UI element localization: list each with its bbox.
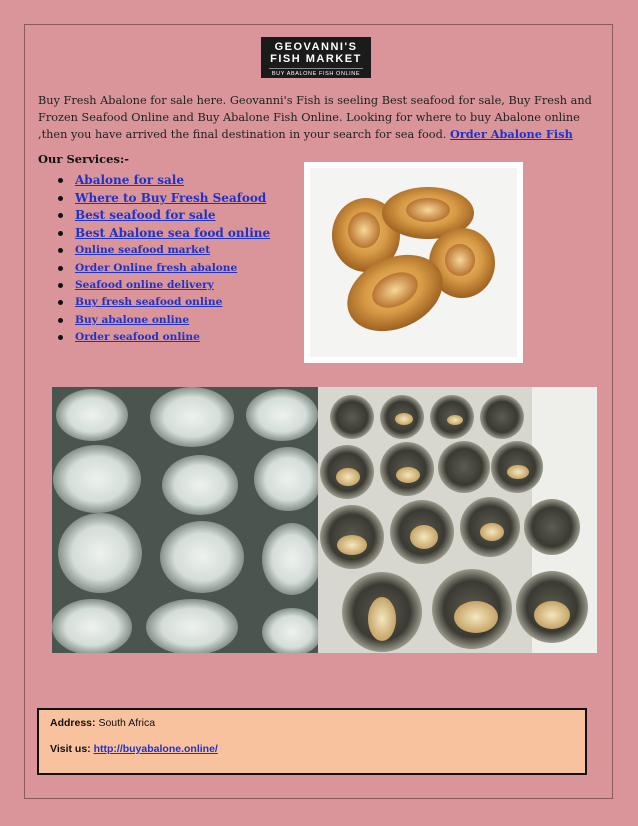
visit-label: Visit us: xyxy=(50,743,91,755)
service-link[interactable]: Order seafood online xyxy=(58,329,270,346)
logo-line-2: FISH MARKET xyxy=(270,53,362,65)
address-value: South Africa xyxy=(98,717,156,729)
intro-paragraph xyxy=(38,92,598,143)
service-link[interactable]: Best seafood for sale xyxy=(58,207,270,225)
logo-tagline: BUY ABALONE FISH ONLINE xyxy=(269,68,363,77)
service-link[interactable]: Best Abalone sea food online xyxy=(58,225,270,243)
service-link[interactable]: Order Online fresh abalone xyxy=(58,260,270,277)
dried-abalone-image xyxy=(310,168,517,357)
address-row xyxy=(50,717,155,729)
service-link[interactable]: Buy abalone online xyxy=(58,312,270,329)
contact-box xyxy=(37,708,587,775)
services-title: Our Services:- xyxy=(38,152,129,166)
abalone-collage-photo xyxy=(52,387,597,653)
service-link[interactable]: Seafood online delivery xyxy=(58,277,270,294)
logo-line-1: GEOVANNI'S xyxy=(274,41,358,53)
service-link[interactable]: Abalone for sale xyxy=(58,172,270,190)
service-link[interactable]: Online seafood market xyxy=(58,242,270,259)
service-link[interactable]: Buy fresh seafood online xyxy=(58,294,270,311)
service-link[interactable]: Where to Buy Fresh Seafood xyxy=(58,190,270,208)
dried-abalone-photo xyxy=(304,162,523,363)
brand-logo xyxy=(261,37,371,78)
address-label: Address: xyxy=(50,717,96,729)
visit-row xyxy=(50,743,218,755)
order-abalone-link[interactable]: Order Abalone Fish xyxy=(449,127,573,141)
website-link[interactable]: http://buyabalone.online/ xyxy=(93,743,218,755)
intro-text: Buy Fresh Abalone for sale here. Geovanni's Fish is seeling Best seafood for sale, Buy Fresh and Frozen Seafood Online and Buy Abalone Fish Online. Looking for where to buy Abalone online ,then you have arrived the final destination in your search for sea food. xyxy=(38,94,592,141)
services-list xyxy=(58,172,270,346)
abalone-collage-image xyxy=(52,387,597,653)
